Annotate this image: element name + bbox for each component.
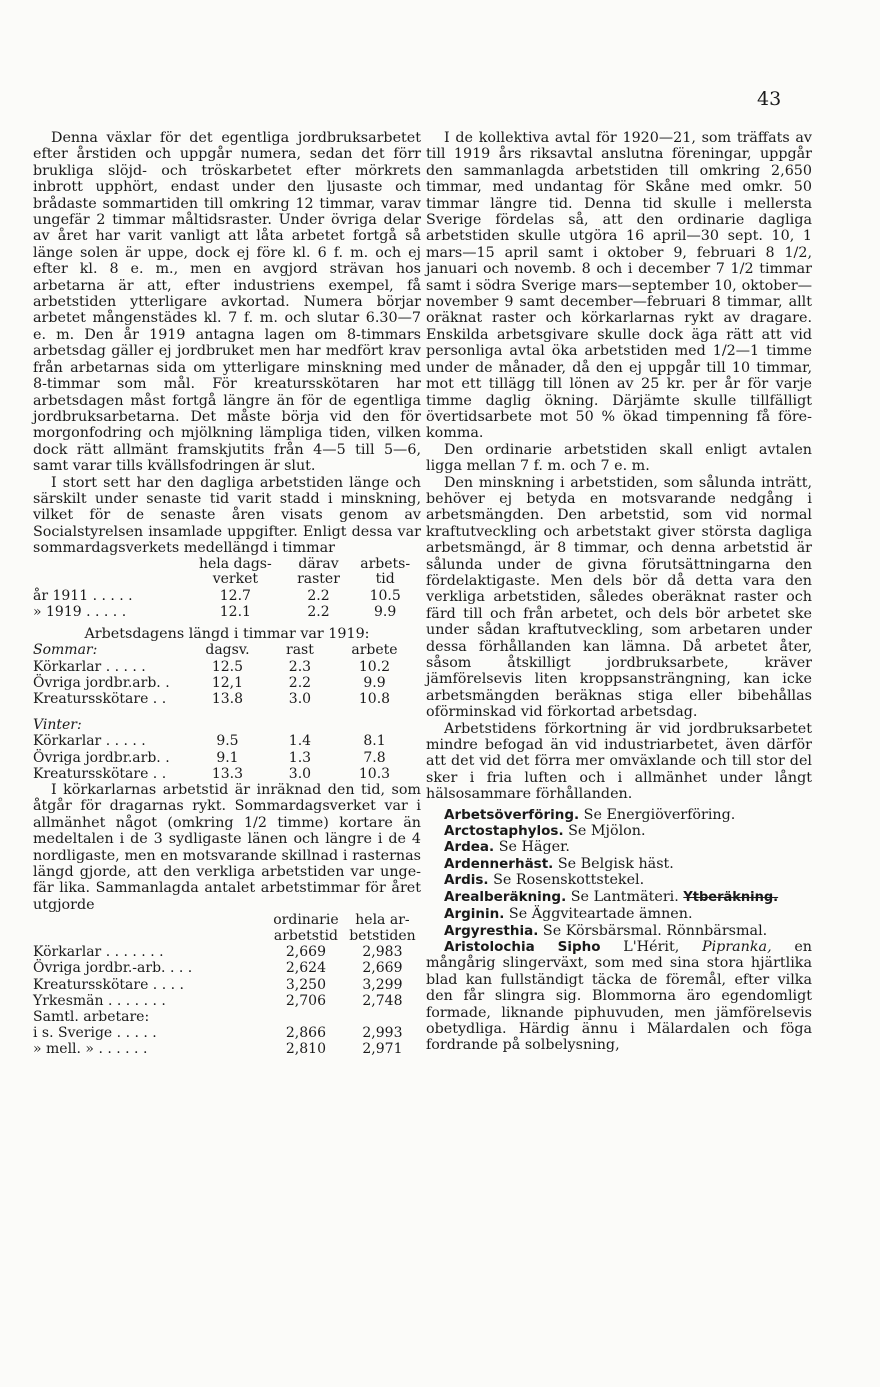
table-row: » mell. » . . . . . . 2,810 2,971 [33,1041,403,1058]
table-row: i s. Sverige . . . . . 2,866 2,993 [33,1025,403,1042]
col-header: dagsv. [205,642,250,659]
col-header: arbete [351,642,398,659]
table-annual-hours [33,913,421,1057]
table-row: Kreatursskötare . . 13.3 3.0 10.3 [33,765,391,782]
section-label-winter: Vinter: [33,717,82,734]
paragraph-reduction: Den minskning i arbetstiden, som sålunda inträtt, behöver ej betyda en motsvarande nedgång i arbetsmängden. Den arbetstid, som vid normal kraftutveckling och arbetstakt giver största dagliga arbetsmängd, är 8 timmar, och denna arbetstid är sålunda under de givna förutsättningarna den fördelaktigaste. Men dels bör då detta vara den verkliga arbetstiden, således oberäknat raster och färd till och från arbetet, och dels bör arbetet ske under sådan kraftutveckling, som arbetaren under dessa förhållanden kan lämna. Då arbetet åter, såsom åtskilligt jordbruksarbete, kräver jämförelsevis liten kroppsansträngning, kan icke arbetsmängden beräknas stiga eller bibehållas oförminskad vid förkortad arbetsdag. [426,474,812,721]
paragraph-collective-agreements: I de kollektiva avtal för 1920—21, som träffats av till 1919 års riksavtal anslutna föreningar, uppgår den sammanlagda arbetstiden till omkring 2,650 timmar, med undantag för Skåne med omkr. 50 timmar längre tid. Denna tid skulle i mellersta Sverige fördelas så, att den ordinarie dagliga arbetstiden skulle utgöra 16 april—30 sept. 10, 1 mars—15 april samt i oktober 9, februari 8 1/2, januari och novemb. 8 och i december 7 1/2 timmar samt i södra Sverige mars—september 10, oktober—november 9 samt december—februari 8 timmar, allt oräknat raster och körkarlarnas rykt av dragare. Enskilda arbetsgivare skulle dock äga rätt att vid personliga avtal öka arbetstiden med 1/2—1 timme under de månader, då den ej uppgår till 10 timmar, mot ett tillägg till lönen av 25 kr. per år för varje timme daglig ökning. Därjämte skulle tillfälligt övertidsarbete mot 50 % ökad timpenning få förekomma. [426,130,812,442]
struck-text: Ytberäkning. [683,889,779,905]
table-row: Körkarlar . . . . . 12.5 2.3 10.2 [33,658,391,675]
entry-aristolochia: Aristolochia Sipho L'Hérit, Pipranka, en mångårig slingerväxt, som med sina stora hjärtlika blad kan fullständigt täcka de föremål, efter vilka den får slingra sig. Blommorna äro egendomligt formade, liknande piphuvuden, men jämförelsevis obetydliga. Härdig ännu i Mälardalen och föga fordrande på solbelysning, [426,938,812,1054]
col-header: därav raster [297,555,340,588]
col-header: rast [286,642,314,659]
col-header: hela dags- verket [198,555,272,588]
section-label-summer: Sommar: [33,642,98,659]
entry-argyresthia: Argyresthia. Se Körsbärsmal. Rönnbärsmal. [444,922,768,939]
table-day-length-1919 [33,642,421,782]
entry-arealberakning: Arealberäkning. Se Lantmäteri. Ytberäkning. [444,888,779,905]
entry-arginin: Arginin. Se Äggviteartade ämnen. [444,906,693,923]
col-header: arbets- tid [360,555,411,588]
table-row: Kreatursskötare . . 13.8 3.0 10.8 [33,690,391,707]
entry-ardennerhast: Ardennerhäst. Se Belgisk häst. [444,855,674,872]
table-row: Yrkesmän . . . . . . . 2,706 2,748 [33,992,403,1009]
left-column [33,130,421,1058]
table-row: år 1911 . . . . . 12.7 2.2 10.5 [33,587,401,604]
intro-paragraph: Denna växlar för det egentliga jordbruksarbetet efter årstiden och uppgår numera, sedan det förr brukliga slöjd- och tröskarbetet efter mörkrets inbrott upphört, endast under den ljusaste och brådaste sommartiden till omkring 12 timmar, varav ungefär 2 timmar måltidsraster. Under övriga delar av året har varit vanligt att låta arbetet fortgå så länge solen är uppe, dock ej före kl. 6 f. m. och ej efter kl. 8 e. m., men en avgjord strävan hos arbetarna är att, efter industriens exempel, få arbetstiden ytterligare avkortad. Numera börjar arbetet mångenstädes kl. 7 f. m. och slutar 6.30—7 e. m. Den år 1919 antagna lagen om 8-timmars arbetsdag gäller ej jordbruket men har medfört krav från arbetarnas sida om ytterligare minskning med 8-timmar som mål. För kreatursskötaren har arbetsdagen måst fortgå längre än för de egentliga jordbruksarbetarna. Det måste börja vid den för morgonfodring och mjölkning lämpliga tiden, vilken dock rätt allmänt framskjutits från 4—5 till 5—6, samt varar tills kvällsfodringen är slut. [33,130,421,475]
entry-arctostaphylos: Arctostaphylos. Se Mjölon. [444,823,646,840]
entry-arbetsoverforing: Arbetsöverföring. Se Energiöverföring. [444,806,736,823]
table-caption: Arbetsdagens längd i timmar var 1919: [84,625,370,642]
table-row: » 1919 . . . . . 12.1 2.2 9.9 [33,603,397,620]
page-number: 43 [757,88,782,110]
paragraph-2: I stort sett har den dagliga arbetstiden länge och särskilt under senaste tid varit stadd i minskning, vilket för de senaste åren visats genom av Socialstyrelsen insamlade uppgifter. Enligt dessa var sommardagsverkets medellängd i timmar [33,474,421,557]
group-label: Samtl. arbetare: [33,1009,150,1026]
paragraph-shortening: Arbetstidens förkortning är vid jordbruksarbetet mindre befogad än vid industriarbetet, även därför att det vid det förra mer omväxlande och till stor del sker i fria luften och i allmänhet under långt hälsosammare förhållanden. [426,720,812,803]
table-row: Övriga jordbr.-arb. . . . 2,624 2,669 [33,960,403,977]
paragraph-3: I körkarlarnas arbetstid är inräknad den tid, som åtgår för dragarnas rykt. Sommardagsverket var i allmänhet något (omkring 1/2 timme) kortare än medeltalen i de 3 sydligaste länen och längre i de 4 nordligaste, men en motsvarande skillnad i rasternas längd gjorde, att den verkliga arbetstiden var ungefär lika. Sammanlagda antalet arbetstimmar för året utgjorde [33,782,421,913]
entry-ardis: Ardis. Se Rosenskottstekel. [444,872,645,889]
table-row: Körkarlar . . . . . 9.5 1.4 8.1 [33,733,386,750]
paragraph-ordinary-hours: Den ordinarie arbetstiden skall enligt avtalen ligga mellan 7 f. m. och 7 e. m. [426,441,812,475]
entry-ardea: Ardea. Se Häger. [444,839,570,856]
col-header: hela ar- betstiden [349,912,416,944]
table-row: Körkarlar . . . . . . . 2,669 2,983 [33,944,403,961]
table-summer-length [33,557,421,620]
table-row: Övriga jordbr.arb. . 12,1 2.2 9.9 [33,674,386,691]
col-header: ordinarie arbetstid [273,912,339,944]
right-column [426,130,812,1054]
table-row: Kreatursskötare . . . . 3,250 3,299 [33,976,403,993]
table-row: Övriga jordbr.arb. . 9.1 1.3 7.8 [33,749,386,766]
